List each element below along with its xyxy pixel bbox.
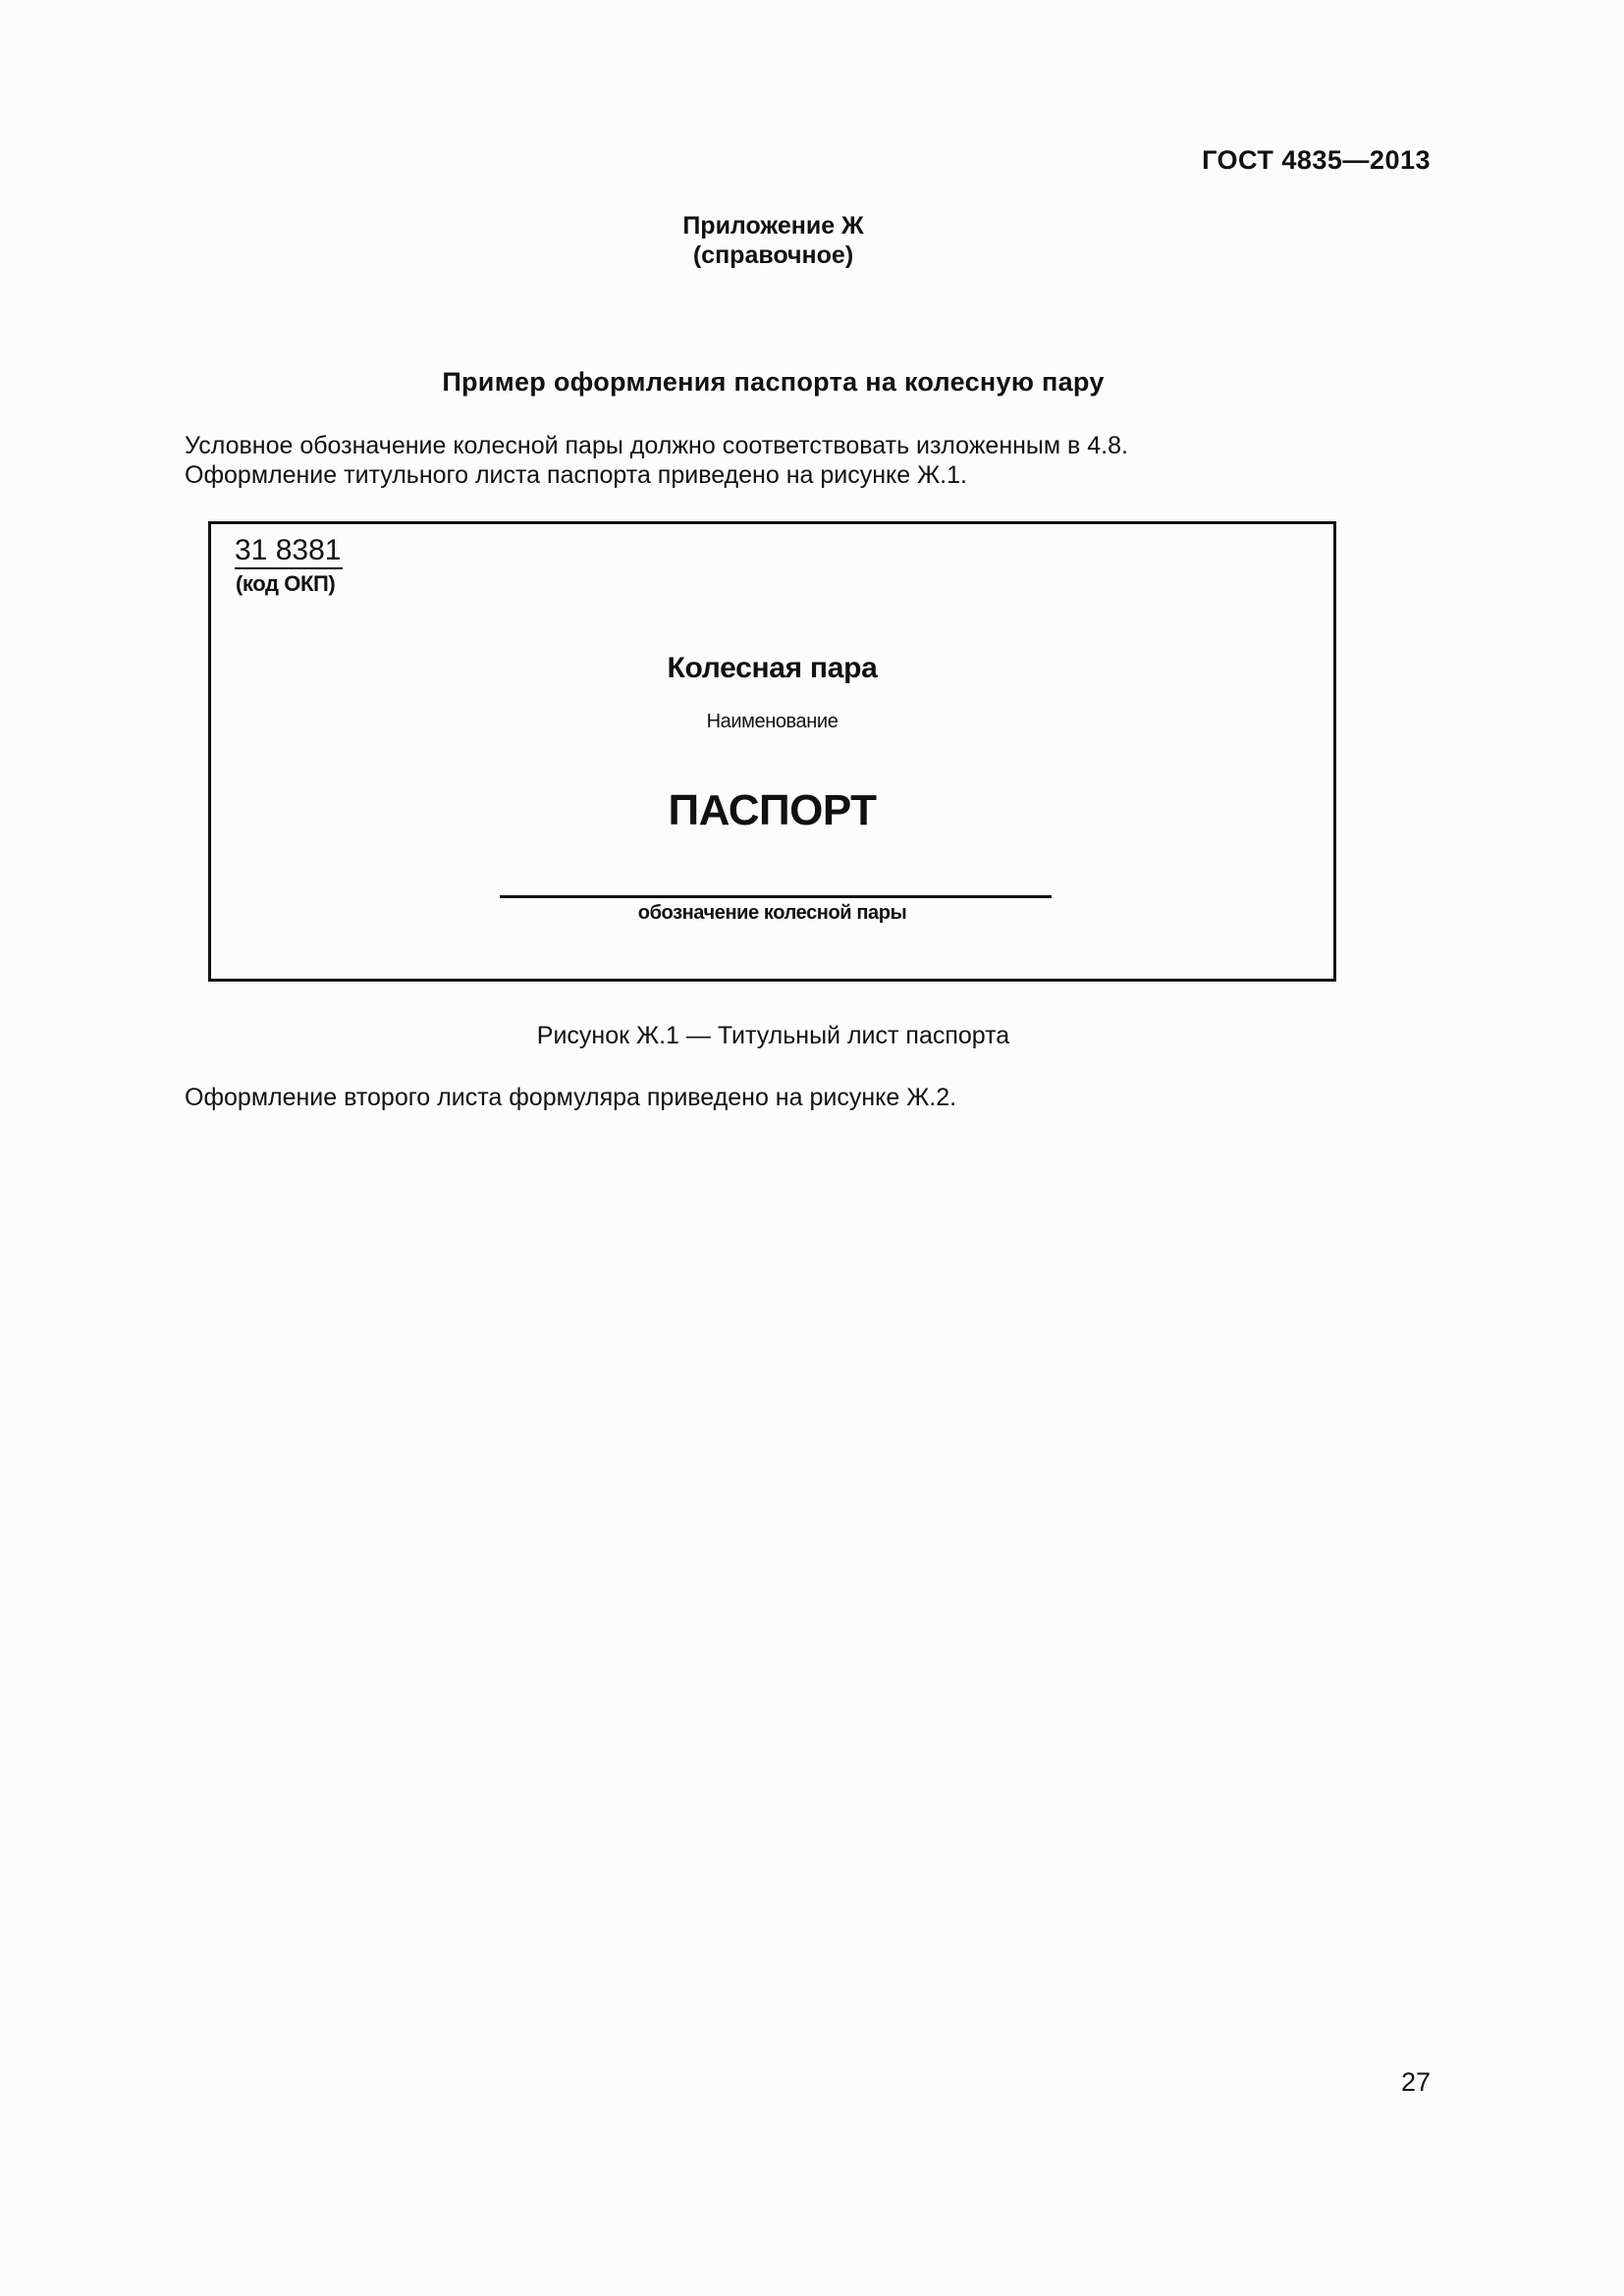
document-code: ГОСТ 4835—2013 [1202,145,1431,175]
designation-underline [500,895,1052,898]
paragraph-title-page-reference: Оформление титульного листа паспорта приведено на рисунке Ж.1. [185,461,967,489]
paragraph-second-sheet-reference: Оформление второго листа формуляра приведено на рисунке Ж.2. [185,1084,957,1111]
product-name: Колесная пара [667,652,878,684]
page-number: 27 [1400,2067,1431,2097]
section-heading: Пример оформления паспорта на колесную пару [442,367,1105,397]
product-name-caption: Наименование [706,711,839,732]
passport-title: ПАСПОРТ [668,786,877,834]
passport-title-page-figure [208,521,1336,982]
annex-title: Приложение Ж [682,212,864,240]
annex-status: (справочное) [692,241,854,269]
okp-code-label: (код ОКП) [236,571,336,596]
okp-code: 31 8381 [235,534,343,569]
designation-caption: обозначение колесной пары [637,902,907,924]
paragraph-designation-rule: Условное обозначение колесной пары должно соответствовать изложенным в 4.8. [185,432,1128,459]
figure-caption: Рисунок Ж.1 — Титульный лист паспорта [536,1022,1010,1049]
